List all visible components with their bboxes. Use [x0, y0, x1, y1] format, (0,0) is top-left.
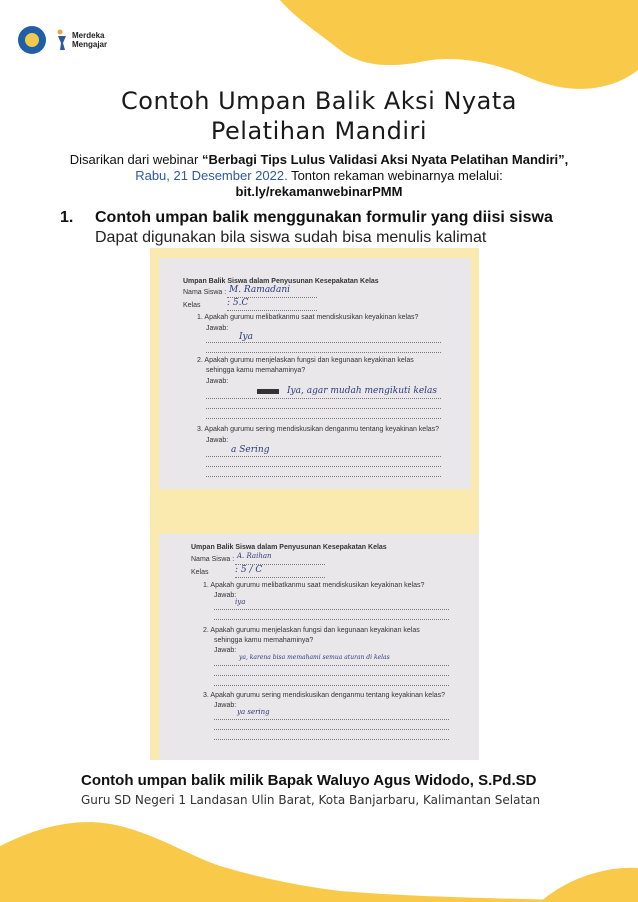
dotted-line: [214, 719, 449, 720]
class-handwriting: : 5 / C: [235, 565, 263, 575]
dotted-line: [214, 609, 449, 610]
title-line2: Pelatihan Mandiri: [210, 117, 428, 145]
webinar-title: “Berbagi Tips Lulus Validasi Aksi Nyata Pelatihan Mandiri”,: [201, 152, 569, 167]
feedback-form-photo-1: [159, 258, 471, 489]
dotted-line: [206, 342, 441, 343]
logo-line2: Mengajar: [72, 40, 108, 49]
answer-3-handwriting: a Sering: [231, 445, 270, 455]
answer-label-3: Jawab:: [214, 702, 237, 709]
section-description: Dapat digunakan bila siswa sudah bisa menulis kalimat: [95, 229, 487, 246]
dotted-line: [206, 456, 441, 457]
form-title: Umpan Balik Siswa dalam Penyusunan Kesepakatan Kelas: [183, 278, 379, 285]
subtitle-line2: [40, 168, 598, 184]
recording-link[interactable]: bit.ly/rekamanwebinarPMM: [235, 184, 403, 199]
question-1: 1. Apakah gurumu melibatkanmu saat mendiskusikan keyakinan kelas?: [197, 314, 419, 321]
dotted-line: [214, 675, 449, 676]
answer-1-handwriting: iya: [235, 598, 246, 606]
answer-label-2: Jawab:: [206, 378, 229, 385]
answer-2-handwriting: ya, karena bisa memahami semua aturan di kelas: [239, 654, 390, 661]
answer-1-handwriting: Iya: [239, 332, 254, 342]
merdeka-mengajar-logo: [56, 29, 107, 51]
question-3: 3. Apakah gurumu sering mendiskusikan denganmu tentang keyakinan kelas?: [203, 692, 446, 699]
question-2-line1: 2. Apakah gurumu menjelaskan fungsi dan kegunaan keyakinan kelas: [203, 627, 420, 634]
dotted-line: [214, 619, 449, 620]
question-3: 3. Apakah gurumu sering mendiskusikan denganmu tentang keyakinan kelas?: [197, 426, 440, 433]
dotted-line: [214, 665, 449, 666]
question-2-line2: sehingga kamu memahaminya?: [214, 637, 314, 644]
answer-2-handwriting: Iya, agar mudah mengikuti kelas: [287, 386, 438, 396]
section-heading: Contoh umpan balik menggunakan formulir yang diisi siswa: [95, 209, 553, 226]
webinar-date: Rabu, 21 Desember 2022.: [135, 168, 288, 183]
dotted-line: [214, 685, 449, 686]
question-2-line1: 2. Apakah gurumu menjelaskan fungsi dan kegunaan keyakinan kelas: [197, 357, 414, 364]
recording-text: Tonton rekaman webinarnya melalui:: [287, 168, 503, 183]
dotted-line: [206, 466, 441, 467]
dotted-line: [235, 577, 325, 578]
dotted-line: [206, 408, 441, 409]
bottom-left-blob: [0, 806, 638, 902]
name-label: Nama Siswa :: [183, 289, 227, 296]
subtitle-prefix: Disarikan dari webinar: [69, 152, 202, 167]
name-label: Nama Siswa :: [191, 556, 235, 563]
answer-3-handwriting: ya sering: [237, 708, 270, 716]
answer-label-1: Jawab:: [214, 592, 237, 599]
question-2-line2: sehingga kamu memahaminya?: [206, 367, 306, 374]
class-label: Kelas: [191, 569, 209, 576]
section-number: 1.: [60, 209, 74, 226]
answer-label-3: Jawab:: [206, 437, 229, 444]
logo-line1: Merdeka: [72, 31, 105, 40]
answer-label-2: Jawab:: [214, 647, 237, 654]
scribble-mark: [257, 389, 279, 394]
top-right-blob: [280, 0, 638, 92]
dotted-line: [206, 418, 441, 419]
merdeka-mengajar-icon: [56, 29, 68, 51]
form-title: Umpan Balik Siswa dalam Penyusunan Kesepakatan Kelas: [191, 544, 387, 551]
question-1: 1. Apakah gurumu melibatkanmu saat mendiskusikan keyakinan kelas?: [203, 582, 425, 589]
header-logos: [18, 26, 107, 54]
footer-school: Guru SD Negeri 1 Landasan Ulin Barat, Kota Banjarbaru, Kalimantan Selatan: [81, 793, 541, 807]
class-label: Kelas: [183, 302, 201, 309]
name-handwriting: A. Raihan: [237, 552, 272, 560]
subtitle: [40, 152, 598, 200]
feedback-form-photo-2: [159, 534, 479, 760]
answer-label-1: Jawab:: [206, 325, 229, 332]
tut-wuri-logo-icon: [18, 26, 46, 54]
dotted-line: [227, 310, 317, 311]
footer-teacher-name: Contoh umpan balik milik Bapak Waluyo Agus Widodo, S.Pd.SD: [81, 772, 537, 789]
subtitle-line1: [40, 152, 598, 168]
dotted-line: [214, 739, 449, 740]
page-title: [0, 86, 638, 146]
dotted-line: [206, 398, 441, 399]
class-handwriting: : 5.C: [227, 298, 249, 308]
dotted-line: [206, 352, 441, 353]
dotted-line: [214, 729, 449, 730]
name-handwriting: M. Ramadani: [229, 285, 290, 295]
title-line1: Contoh Umpan Balik Aksi Nyata: [121, 87, 517, 115]
dotted-line: [206, 476, 441, 477]
